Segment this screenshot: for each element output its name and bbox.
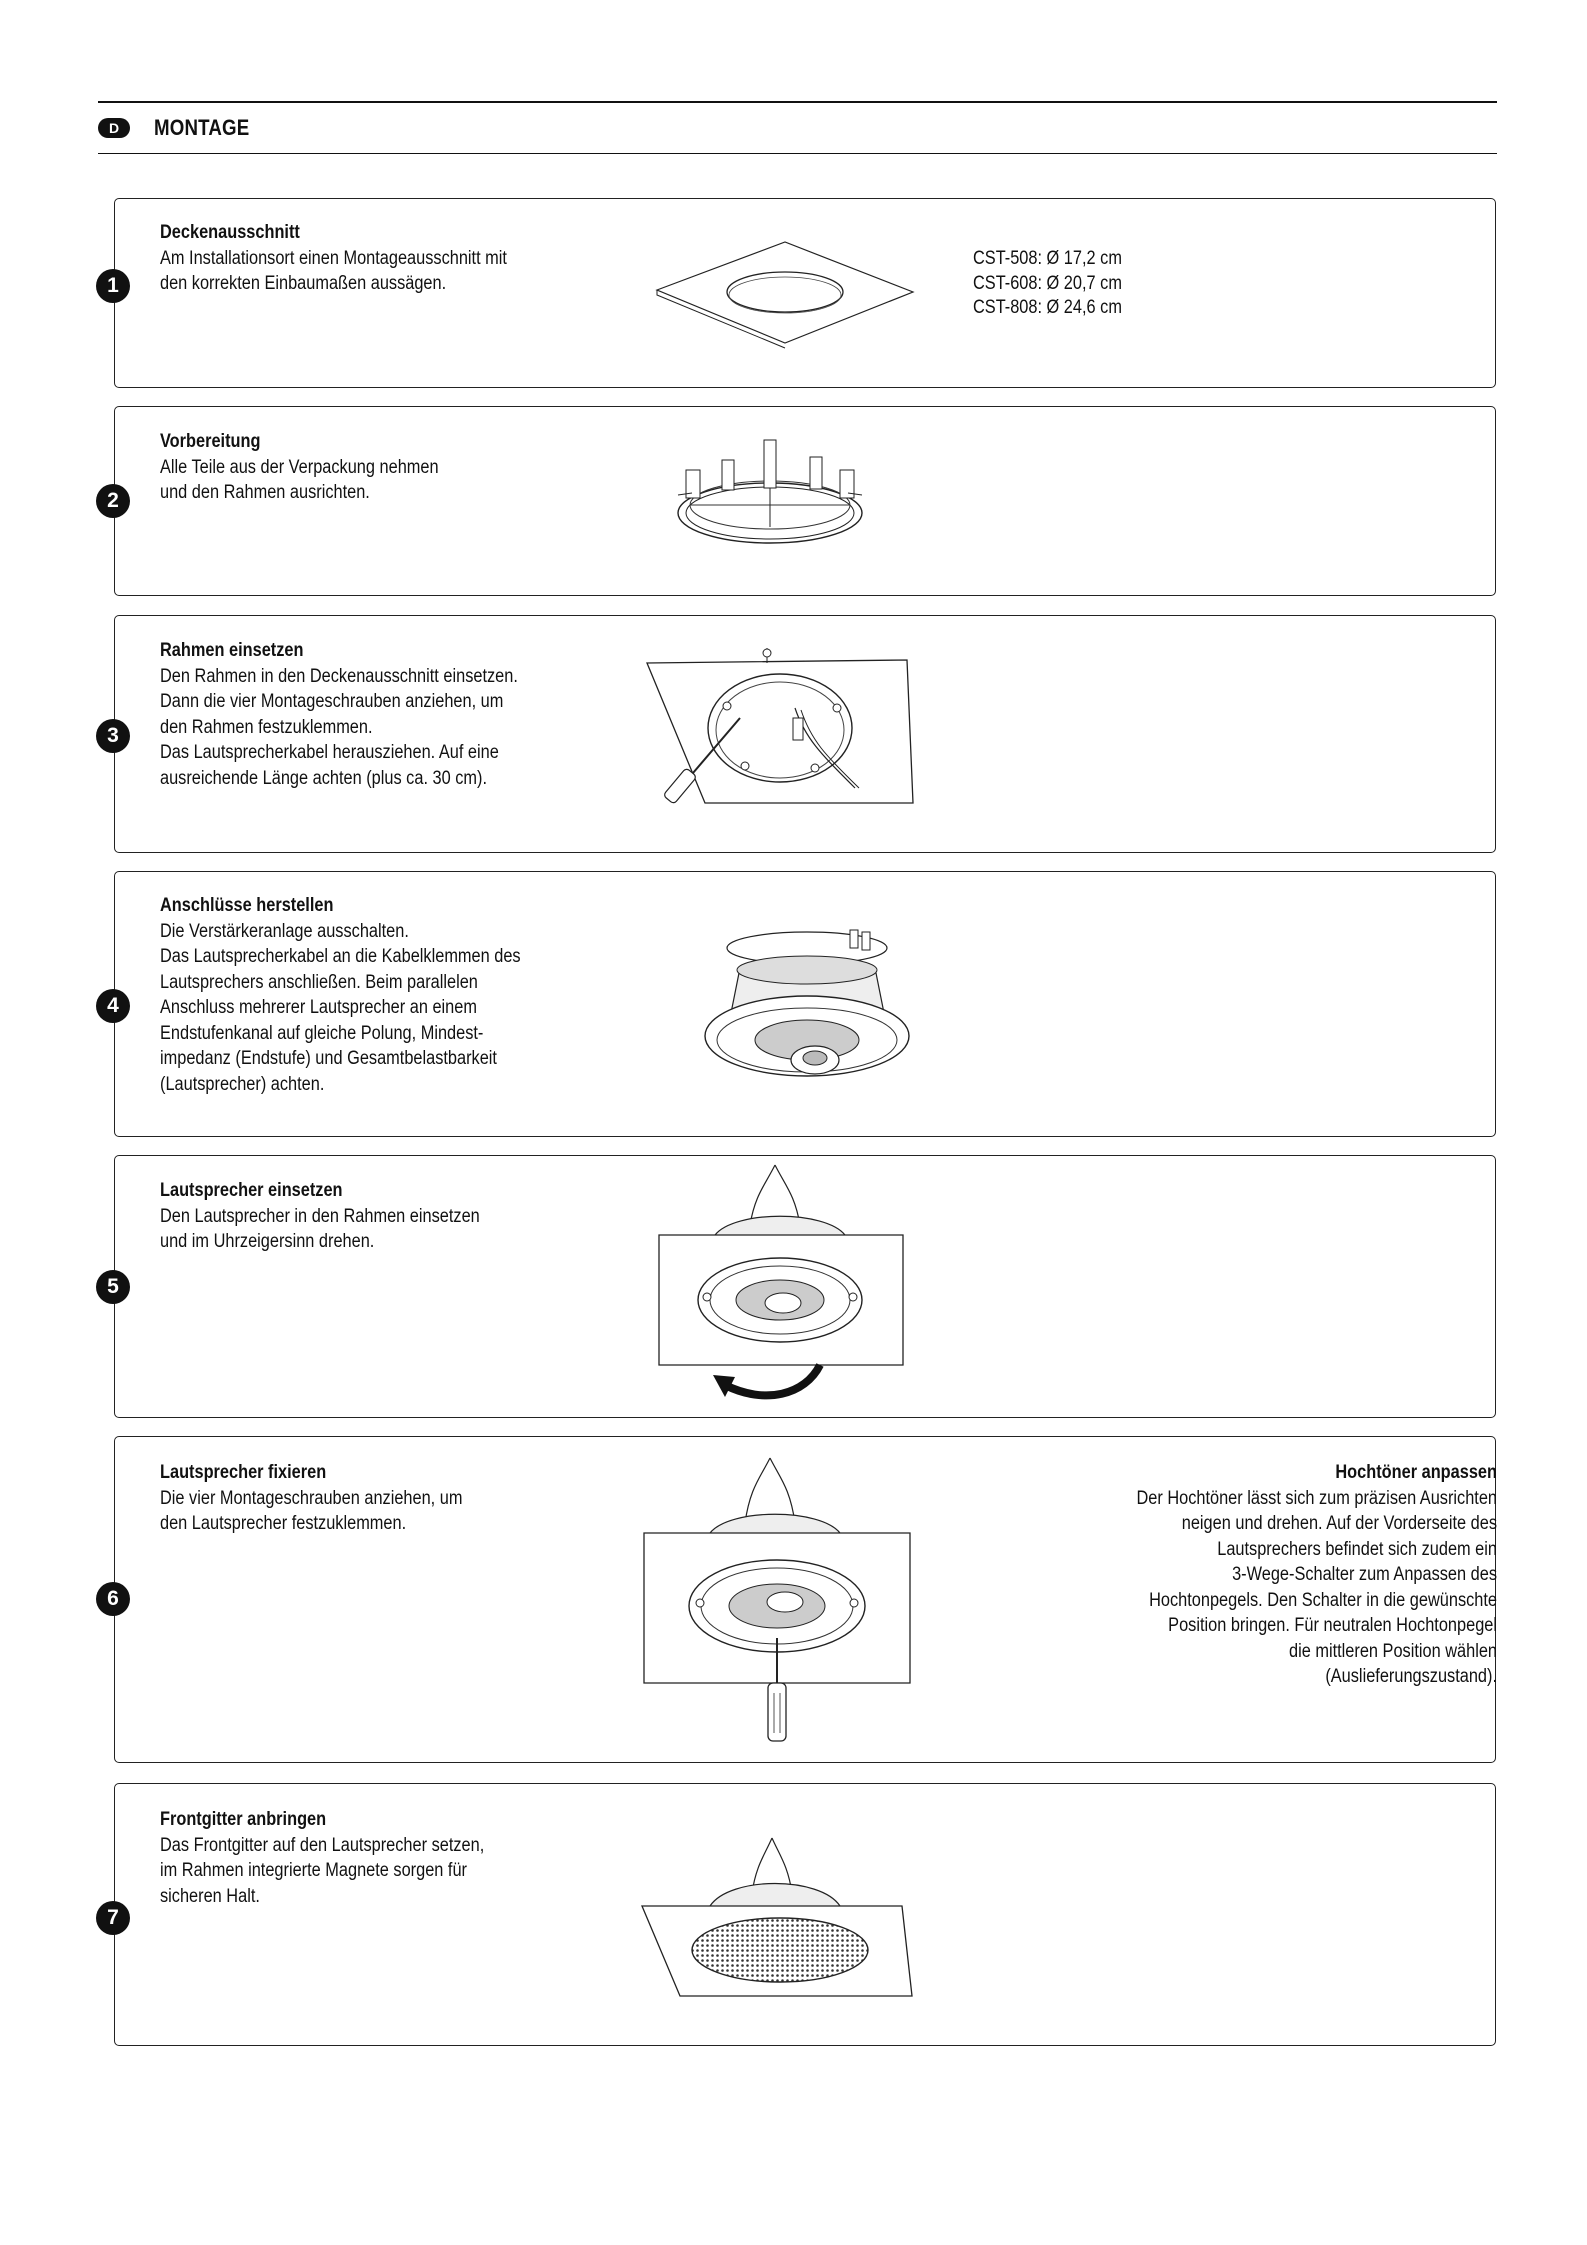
step-2-line: Alle Teile aus der Verpackung nehmen xyxy=(160,456,439,478)
step-1-line: Am Installationsort einen Montageausschnitt mit xyxy=(160,247,507,269)
speaker-fixing-illustration xyxy=(640,1458,915,1748)
tweeter-line: 3-Wege-Schalter zum Anpassen des xyxy=(1232,1564,1497,1585)
header-rule-bottom xyxy=(98,153,1497,154)
tweeter-line: Lautsprechers befindet sich zudem ein xyxy=(1217,1538,1497,1560)
step-3-line: ausreichende Länge achten (plus ca. 30 cm). xyxy=(160,767,488,789)
step-1-text xyxy=(160,220,580,297)
step-6-title: Lautsprecher fixieren xyxy=(160,1462,327,1483)
front-grille-illustration xyxy=(640,1838,915,2003)
header-rule-top xyxy=(98,101,1497,103)
tweeter-line: Der Hochtöner lässt sich zum präzisen Ausrichten xyxy=(1136,1487,1497,1509)
step-7-title: Frontgitter anbringen xyxy=(160,1809,327,1830)
step-7-text xyxy=(160,1807,580,1909)
tweeter-adjust-text xyxy=(1057,1460,1497,1690)
step-7-line: Das Frontgitter auf den Lautsprecher setzen, xyxy=(160,1834,485,1856)
step-6-text xyxy=(160,1460,580,1537)
spec-cst-808: CST-808: Ø 24,6 cm xyxy=(973,297,1122,318)
mounting-frame-illustration xyxy=(670,435,870,550)
step-4-line: Endstufenkanal auf gleiche Polung, Mindest- xyxy=(160,1022,484,1044)
step-4-line: Die Verstärkeranlage ausschalten. xyxy=(160,920,409,942)
step-2-number: 2 xyxy=(96,484,130,518)
tweeter-title: Hochtöner anpassen xyxy=(1335,1462,1497,1483)
step-4-line: impedanz (Endstufe) und Gesamtbelastbarkeit xyxy=(160,1048,497,1069)
step-4-line: Lautsprechers anschließen. Beim parallelen xyxy=(160,971,478,993)
step-5-line: Den Lautsprecher in den Rahmen einsetzen xyxy=(160,1205,480,1227)
step-2-line: und den Rahmen ausrichten. xyxy=(160,482,370,503)
spec-cst-608: CST-608: Ø 20,7 cm xyxy=(973,272,1122,294)
step-4-text xyxy=(160,893,580,1097)
step-7-line: sicheren Halt. xyxy=(160,1885,260,1907)
step-4-number: 4 xyxy=(96,989,130,1023)
page-title: MONTAGE xyxy=(154,115,250,140)
tweeter-line: Hochtonpegels. Den Schalter in die gewünschte xyxy=(1149,1589,1497,1611)
step-6-number: 6 xyxy=(96,1582,130,1616)
tweeter-line: (Auslieferungszustand). xyxy=(1325,1666,1497,1687)
step-4-title: Anschlüsse herstellen xyxy=(160,895,334,916)
tweeter-line: die mittleren Position wählen xyxy=(1289,1640,1497,1662)
step-6-line: Die vier Montageschrauben anziehen, um xyxy=(160,1487,463,1509)
cutout-dimensions xyxy=(973,247,1146,321)
step-5-number: 5 xyxy=(96,1270,130,1304)
section-header xyxy=(98,112,266,144)
step-7-number: 7 xyxy=(96,1901,130,1935)
step-1-number: 1 xyxy=(96,269,130,303)
ceiling-cutout-illustration xyxy=(655,240,915,345)
step-2-title: Vorbereitung xyxy=(160,431,261,452)
spec-cst-508: CST-508: Ø 17,2 cm xyxy=(973,248,1122,269)
step-3-line: Den Rahmen in den Deckenausschnitt einsetzen. xyxy=(160,665,518,687)
step-4-line: Das Lautsprecherkabel an die Kabelklemmen des xyxy=(160,946,521,967)
step-4-line: (Lautsprecher) achten. xyxy=(160,1073,325,1095)
tweeter-line: neigen und drehen. Auf der Vorderseite des xyxy=(1181,1513,1497,1534)
step-3-text xyxy=(160,638,580,791)
step-2-text xyxy=(160,429,580,506)
step-1-title: Deckenausschnitt xyxy=(160,222,300,243)
step-3-number: 3 xyxy=(96,719,130,753)
step-5-text xyxy=(160,1178,580,1255)
step-3-line: den Rahmen festzuklemmen. xyxy=(160,716,373,738)
step-7-line: im Rahmen integrierte Magnete sorgen für xyxy=(160,1860,467,1881)
step-5-line: und im Uhrzeigersinn drehen. xyxy=(160,1231,375,1252)
speaker-insertion-illustration xyxy=(655,1165,910,1410)
language-badge: D xyxy=(98,118,130,138)
frame-insertion-illustration xyxy=(645,648,915,818)
step-5-title: Lautsprecher einsetzen xyxy=(160,1180,343,1201)
step-3-line: Dann die vier Montageschrauben anziehen, um xyxy=(160,691,504,712)
step-6-line: den Lautsprecher festzuklemmen. xyxy=(160,1513,407,1534)
tweeter-line: Position bringen. Für neutralen Hochtonpegel xyxy=(1168,1615,1497,1636)
speaker-connection-illustration xyxy=(700,928,915,1088)
step-3-line: Das Lautsprecherkabel herausziehen. Auf eine xyxy=(160,742,499,763)
step-3-title: Rahmen einsetzen xyxy=(160,640,304,661)
step-4-line: Anschluss mehrerer Lautsprecher an einem xyxy=(160,997,477,1018)
step-1-line: den korrekten Einbaumaßen aussägen. xyxy=(160,273,447,294)
